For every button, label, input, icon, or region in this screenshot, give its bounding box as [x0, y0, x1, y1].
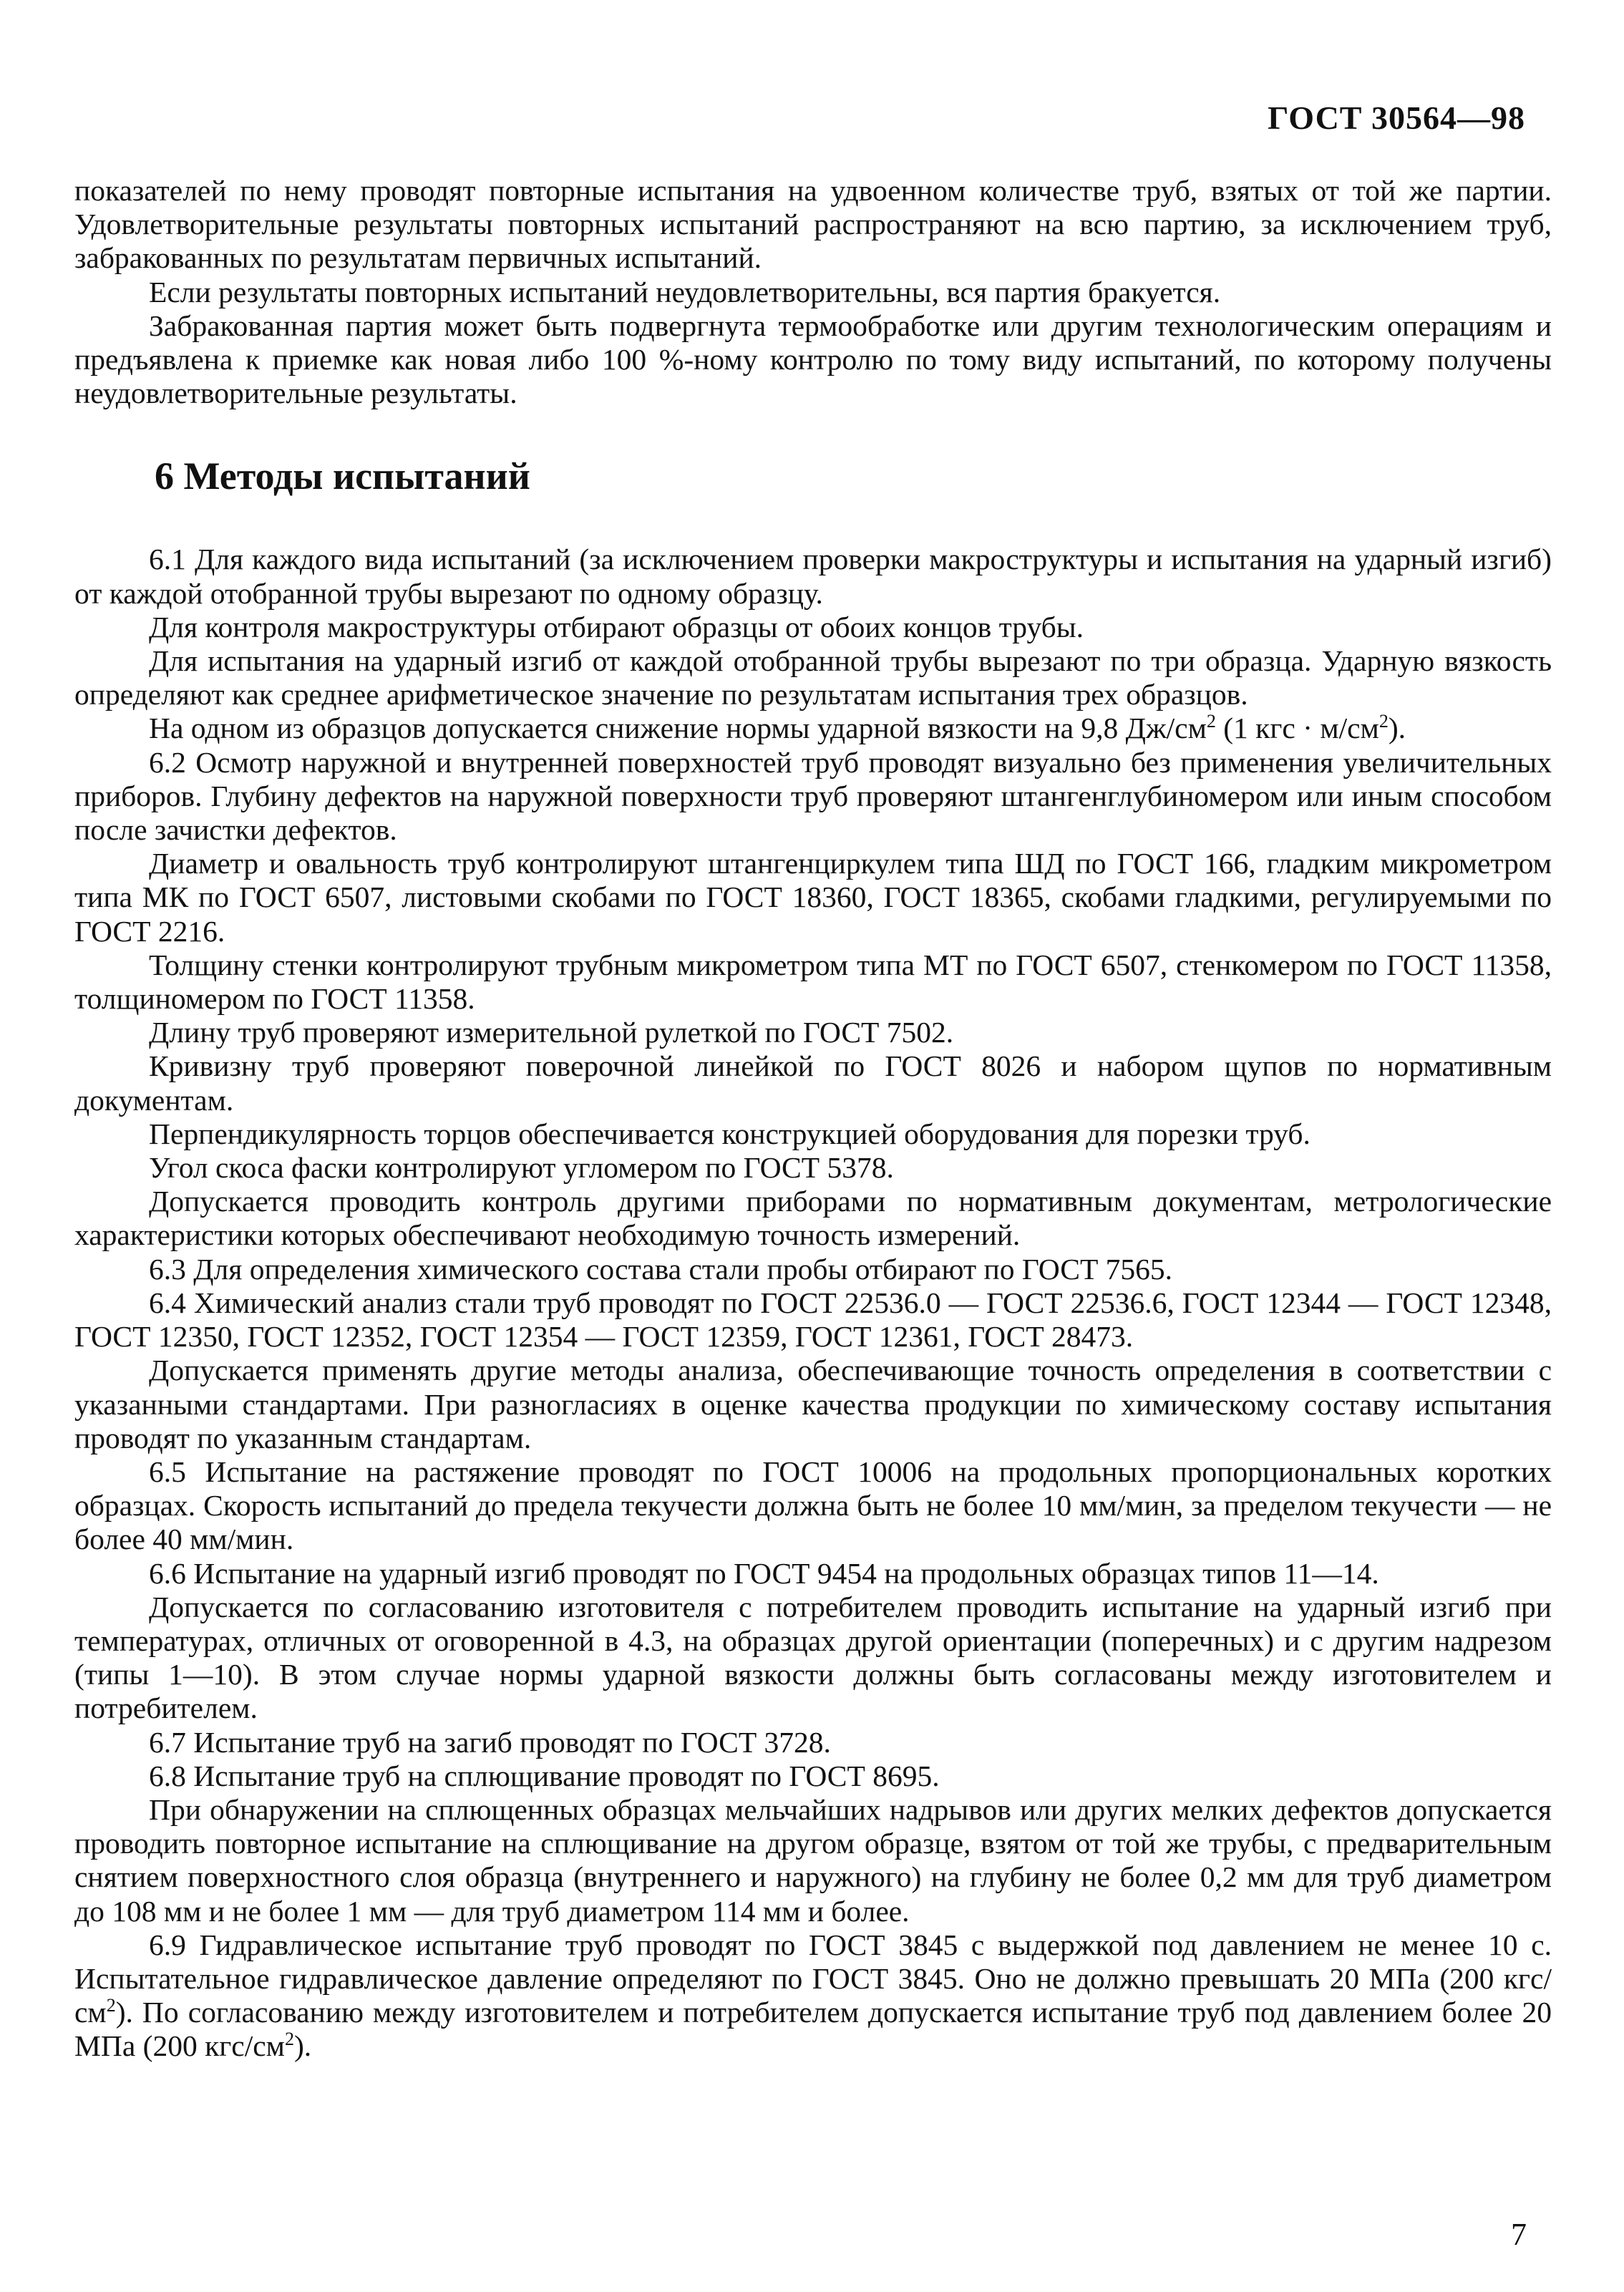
section-heading: 6 Методы испытаний	[155, 455, 530, 498]
text-span: ).	[1388, 712, 1406, 745]
superscript: 2	[284, 2029, 294, 2050]
paragraph: Толщину стенки контролируют трубным микрометром типа МТ по ГОСТ 6507, стенкомером по ГОСТ 11358, толщиномером по ГОСТ 11358.	[74, 948, 1552, 1016]
paragraph: Для испытания на ударный изгиб от каждой отобранной трубы вырезают по три образца. Ударную вязкость определяют как среднее арифметическое значение по результатам испытания трех образцов.	[74, 644, 1552, 712]
paragraph: 6.7 Испытание труб на загиб проводят по ГОСТ 3728.	[149, 1725, 831, 1759]
paragraph: 6.1 Для каждого вида испытаний (за исключением проверки макроструктуры и испытания на ударный изгиб) от каждой отобранной трубы вырезают по одному образцу.	[74, 543, 1552, 610]
text-span: ). По согласованию между изготовителем и потребителем допускается испытание труб под давлением более 20 МПа (200 кгс/см	[74, 1996, 1552, 2063]
intro-paragraph: показателей по нему проводят повторные испытания на удвоенном количестве труб, взятых от той же партии. Удовлетворительные результаты повторных испытаний распространяют на всю партию, за исключением труб, забракованных по результатам первичных испытаний.	[74, 174, 1552, 275]
intro-paragraph: Если результаты повторных испытаний неудовлетворительны, вся партия бракуется.	[149, 275, 1221, 309]
text-span: На одном из образцов допускается снижение нормы ударной вязкости на 9,8 Дж/см	[149, 712, 1207, 745]
paragraph: Кривизну труб проверяют поверочной линейкой по ГОСТ 8026 и набором щупов по нормативным документам.	[74, 1049, 1552, 1117]
paragraph: 6.4 Химический анализ стали труб проводят по ГОСТ 22536.0 — ГОСТ 22536.6, ГОСТ 12344 — ГОСТ 12348, ГОСТ 12350, ГОСТ 12352, ГОСТ 12354 — ГОСТ 12359, ГОСТ 12361, ГОСТ 28473.	[74, 1286, 1552, 1354]
superscript: 2	[1206, 711, 1216, 732]
impact-tolerance-paragraph	[74, 712, 1552, 745]
paragraph: Допускается по согласованию изготовителя с потребителем проводить испытание на ударный изгиб при температурах, отличных от оговоренной в 4.3, на образцах другой ориентации (поперечных) и с другим надрезом (типы 1—10). В этом случае нормы ударной вязкости должны быть согласованы между изготовителем и потребителем.	[74, 1590, 1552, 1725]
paragraph: Угол скоса фаски контролируют угломером по ГОСТ 5378.	[149, 1151, 894, 1185]
paragraph: Допускается применять другие методы анализа, обеспечивающие точность определения в соответствии с указанными стандартами. При разногласиях в оценке качества продукции по химическому составу испытания проводят по указанным стандартам.	[74, 1354, 1552, 1455]
paragraph: Длину труб проверяют измерительной рулеткой по ГОСТ 7502.	[149, 1016, 954, 1049]
paragraph: 6.2 Осмотр наружной и внутренней поверхностей труб проводят визуально без применения увеличительных приборов. Глубину дефектов на наружной поверхности труб проверяют штангенглубиномером или иным способом после зачистки дефектов.	[74, 745, 1552, 847]
paragraph: Допускается проводить контроль другими приборами по нормативным документам, метрологические характеристики которых обеспечивают необходимую точность измерений.	[74, 1185, 1552, 1252]
text-span: ).	[293, 2029, 312, 2063]
superscript: 2	[106, 1995, 116, 2016]
page-number: 7	[1511, 2217, 1527, 2252]
paragraph: 6.3 Для определения химического состава стали пробы отбирают по ГОСТ 7565.	[149, 1252, 1173, 1286]
paragraph: 6.6 Испытание на ударный изгиб проводят по ГОСТ 9454 на продольных образцах типов 11—14.	[149, 1556, 1379, 1590]
standard-code-header: ГОСТ 30564—98	[1268, 99, 1525, 136]
paragraph: Перпендикулярность торцов обеспечивается конструкцией оборудования для порезки труб.	[149, 1117, 1311, 1150]
text-span: (1 кгс · м/см	[1215, 712, 1379, 745]
hydraulic-test-paragraph	[74, 1928, 1552, 2064]
paragraph: Для контроля макроструктуры отбирают образцы от обоих концов трубы.	[149, 610, 1084, 644]
paragraph: 6.8 Испытание труб на сплющивание проводят по ГОСТ 8695.	[149, 1759, 940, 1792]
paragraph: 6.5 Испытание на растяжение проводят по ГОСТ 10006 на продольных пропорциональных коротких образцах. Скорость испытаний до предела текучести должна быть не более 10 мм/мин, за пределом текучести — не более 40 мм/мин.	[74, 1455, 1552, 1556]
intro-paragraph: Забракованная партия может быть подвергнута термообработке или другим технологическим операциям и предъявлена к приемке как новая либо 100 %-ному контролю по тому виду испытаний, по которому получены неудовлетворительные результаты.	[74, 309, 1552, 410]
paragraph: Диаметр и овальность труб контролируют штангенциркулем типа ШД по ГОСТ 166, гладким микрометром типа МК по ГОСТ 6507, листовыми скобами по ГОСТ 18360, ГОСТ 18365, скобами гладкими, регулируемыми по ГОСТ 2216.	[74, 847, 1552, 948]
page-content	[74, 174, 1552, 2064]
text-span: 6.9 Гидравлическое испытание труб проводят по ГОСТ 3845 с выдержкой под давлением не менее 10 с. Испытательное гидравлическое давление определяют по ГОСТ 3845. Оно не должно превышать 20 МПа (200 кгс/см	[74, 1928, 1552, 2029]
superscript: 2	[1379, 711, 1389, 732]
paragraph: При обнаружении на сплющенных образцах мельчайших надрывов или других мелких дефектов допускается проводить повторное испытание на сплющивание на другом образце, взятом от той же трубы, с предварительным снятием поверхностного слоя образца (внутреннего и наружного) на глубину не более 0,2 мм для труб диаметром до 108 мм и не более 1 мм — для труб диаметром 114 мм и более.	[74, 1792, 1552, 1928]
